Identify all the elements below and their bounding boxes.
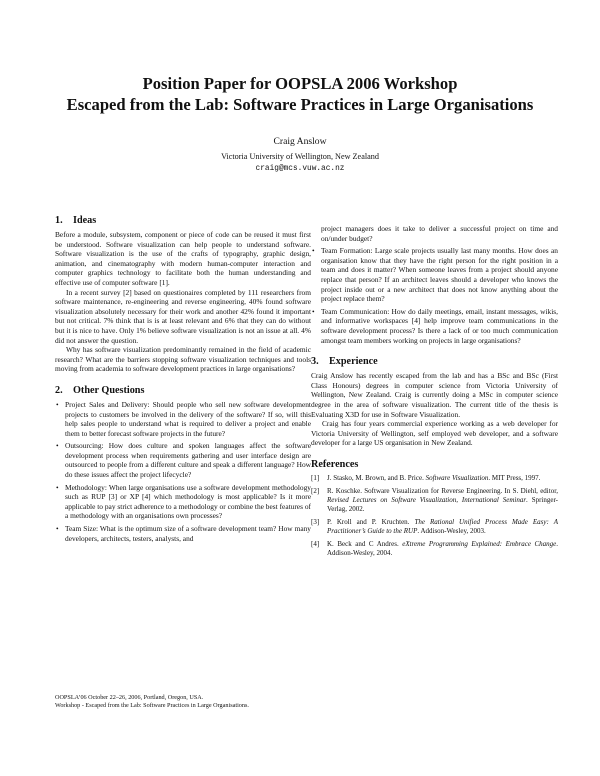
list-item-text: Team Size: What is the optimum size of a software development team? How many developers, architects, testers, analysts, and <box>65 524 311 543</box>
section-heading-questions <box>55 384 311 397</box>
footer-workshop: Workshop - Escaped from the Lab: Software Practices in Large Organisations. <box>55 702 249 709</box>
reference-title: The Rational Unified Process Made Easy: A Practitioner’s Guide to the RUP <box>327 517 558 535</box>
section-heading-references: References <box>311 458 359 470</box>
paragraph: Why has software visualization predominantly remained in the field of academic research? What are the barriers stopping software visualization techniques and tools moving from academia to software development practices in large organisations? <box>55 345 311 374</box>
author-email: craig@mcs.vuw.ac.nz <box>255 165 345 173</box>
reference-text: P. Kroll and P. Kruchten. <box>327 517 415 526</box>
list-item-text: Team Communication: How do daily meetings, email, instant messages, wikis, and informative workspaces [4] help improve team communications in the software development process? Is there a lack of or too much communication amongst team members working on projects in large organisations? <box>321 306 558 345</box>
left-column <box>55 214 311 553</box>
right-column <box>311 224 558 568</box>
bullet-icon: • <box>56 524 59 534</box>
section-title: Other Questions <box>73 384 145 396</box>
bullet-icon: • <box>56 399 59 409</box>
list-item-continued: project managers does it take to deliver a successful project on time and on/under budget? <box>321 224 558 243</box>
affiliation: Victoria University of Wellington, New Zealand <box>221 152 379 161</box>
list-item-text: Methodology: When large organisations use a software development methodology such as RUP [3] or XP [4] which methodology is most applicable? Is it more applicable to pay strict adherence to a methodology or combine the best features of a methodology with an organisations own processes? <box>65 482 311 521</box>
list-item <box>311 246 558 304</box>
section-number: 1. <box>55 215 63 226</box>
section-references <box>311 458 558 558</box>
reference-item <box>311 474 558 483</box>
section-other-questions <box>55 384 311 543</box>
author-name: Craig Anslow <box>273 136 327 147</box>
list-item <box>55 524 311 543</box>
reference-text: . Addison-Wesley, 2003. <box>417 526 486 535</box>
reference-item <box>311 487 558 514</box>
reference-text: . MIT Press, 1997. <box>488 473 541 482</box>
reference-text: . Springer-Verlag, 2002. <box>327 495 558 513</box>
list-item <box>55 441 311 479</box>
questions-list <box>55 400 311 543</box>
reference-text: J. Stasko, M. Brown, and B. Price. <box>327 473 426 482</box>
bullet-icon: • <box>312 246 315 256</box>
reference-number: [4] <box>311 539 320 548</box>
section-other-questions-continued <box>311 224 558 345</box>
bullet-icon: • <box>56 441 59 451</box>
list-item-text: Outsourcing: How does culture and spoken languages affect the software development process when requirements gathering and user interface design are outsourced to people from a different culture and speak a different language? How do these issues affect the project lifecycle? <box>65 441 311 480</box>
reference-item <box>311 540 558 558</box>
author-affiliation-block <box>30 151 570 175</box>
list-item <box>55 400 311 438</box>
reference-number: [2] <box>311 486 320 495</box>
list-item <box>311 307 558 345</box>
title-line-2: Escaped from the Lab: Software Practices in Large Organisations <box>66 95 534 114</box>
bullet-icon: • <box>56 482 59 492</box>
section-experience <box>311 355 558 448</box>
reference-text: R. Koschke. Software Visualization for Reverse Engineering. In S. Diehl, editor, <box>327 486 558 495</box>
section-number: 3. <box>311 356 319 368</box>
section-title: Experience <box>329 356 378 368</box>
reference-title: Revised Lectures on Software Visualization, International Seminar <box>327 495 527 504</box>
page-footer <box>55 694 355 710</box>
reference-text: K. Beck and C Andres. <box>327 539 403 548</box>
paragraph: Craig has four years commercial experience working as a web developer for Victoria University of Wellington, self employed web developer, and a software developer for a large US organisation in New Zealand. <box>311 419 558 448</box>
references-list <box>311 474 558 558</box>
reference-number: [1] <box>311 473 320 482</box>
paragraph: Before a module, subsystem, component or piece of code can be reused it must first be understood. Software visualization can help people to understand software. Software visualization is the use of the crafts of typography, graphic design, animation, and cinematography with modern human-computer interaction and computer graphics technology to facilitate both the human understanding and effective use of computer software [1]. <box>55 230 311 287</box>
reference-title: eXtreme Programming Explained: Embrace Change <box>402 539 557 548</box>
reference-item <box>311 518 558 536</box>
bullet-icon: • <box>312 306 315 316</box>
reference-number: [3] <box>311 517 320 526</box>
section-number: 2. <box>55 384 63 396</box>
section-heading-experience <box>311 355 558 368</box>
list-item <box>55 483 311 521</box>
section-heading-ideas <box>55 214 311 227</box>
paper-title <box>30 73 570 115</box>
section-ideas <box>55 214 311 374</box>
reference-text: . Addison-Wesley, 2004. <box>327 539 558 557</box>
list-item-text: Team Formation: Large scale projects usually last many months. How does an organisation know that they have the right person for the right position in a team and does it matter? When someone leaves from a project should anyone replace that person? If an architect leaves should a developer who knows the project inside out or a new architect that does not know anything about the project replace them? <box>321 246 558 304</box>
list-item-text: Project Sales and Delivery: Should people who sell new software development projects to customers be involved in the delivery of the software? If so, will this help sales people to understand what is required to deliver a project and enable them to better forecast software projects in the future? <box>65 399 311 438</box>
questions-list-continued <box>311 246 558 345</box>
paragraph: Craig Anslow has recently escaped from the lab and has a BSc and BSc (First Class Honours) degrees in computer science from Victoria University of Wellington, New Zealand. Craig is currently doing a MSc in computer science degree in the area of software visualization. The current title of the thesis is Evaluating X3D for use in Software Visualization. <box>311 371 558 419</box>
reference-title: Software Visualization <box>425 473 489 482</box>
paragraph: In a recent survey [2] based on questionaires completed by 111 researchers from software maintenance, re-engineering and reverse engineering, 40% found software visualization absolutely necessary for their work and another 42% found it important but not critical. 7% think that is is at least relevant and 6% that they can do without but it is nice to have. Only 1% believe software visualization is not an issue at all. 4% did not answer the question. <box>55 287 311 345</box>
title-line-1: Position Paper for OOPSLA 2006 Workshop <box>142 74 458 93</box>
section-title: Ideas <box>73 215 97 226</box>
footer-conference: OOPSLA’06 October 22–26, 2006, Portland, Oregon, USA. <box>55 694 204 701</box>
